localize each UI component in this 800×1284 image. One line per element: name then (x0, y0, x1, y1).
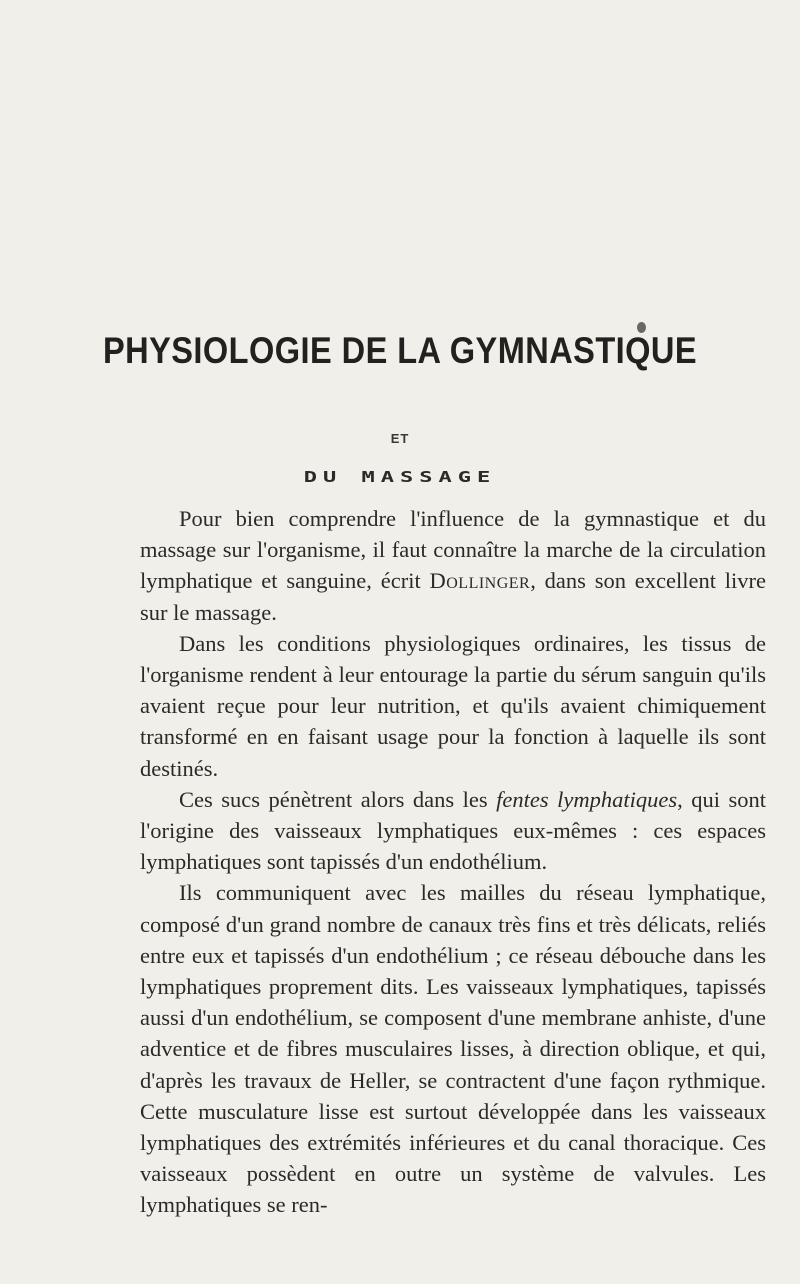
paragraph-1-after: , dans son excellent livre sur le massage. (140, 568, 766, 625)
page-title: PHYSIOLOGIE DE LA GYMNASTIQUE (102, 330, 698, 371)
paragraph-4: Ils communiquent avec les mailles du réseau lymphatique, composé d'un grand nombre de canaux très fins et très délicats, reliés entre eux et tapissés d'un endothélium ; ce réseau débouche dans les lymphatiques proprement dits. Les vaisseaux lymphatiques, tapissés aussi d'un endothélium, se composent d'une membrane anhiste, d'une adventice et de fibres musculaires lisses, à direction oblique, et qui, d'après les travaux de Heller, se contractent d'une façon rythmique. Cette musculature lisse est surtout développée dans les vaisseaux lymphatiques des extrémités inférieures et du canal thoracique. Ces vaisseaux possèdent en outre un système de valvules. Les lymphatiques se ren- (140, 880, 766, 1218)
paragraph-1 (140, 503, 766, 628)
paragraph-3-after: , qui sont l'origine des vaisseaux lymphatiques eux-mêmes : ces espaces lymphatiques sont tapissés d'un endothélium. (140, 786, 766, 875)
paragraph-3 (140, 784, 766, 878)
emphasis-term: fentes lymphatiques (496, 786, 678, 812)
author-name: Dollinger (429, 568, 531, 594)
paragraph-3-before: Ces sucs pénètrent alors dans les (179, 786, 497, 812)
paragraph-2: Dans les conditions physiologiques ordinaires, les tissus de l'organisme rendent à leur entourage la partie du sérum sanguin qu'ils avaient reçue pour leur nutrition, et qu'ils avaient chimiquement transformé en en faisant usage pour la fonction à laquelle ils sont destinés. (140, 630, 766, 781)
body-text (140, 503, 766, 1221)
paragraph-1-before: Pour bien comprendre l'influence de la gymnastique et du massage sur l'organisme, il faut connaître la marche de la circulation lymphatique et sanguine, écrit (140, 506, 766, 594)
page-subtitle: DU MASSAGE (303, 468, 497, 487)
title-conjunction: ET (390, 431, 410, 446)
